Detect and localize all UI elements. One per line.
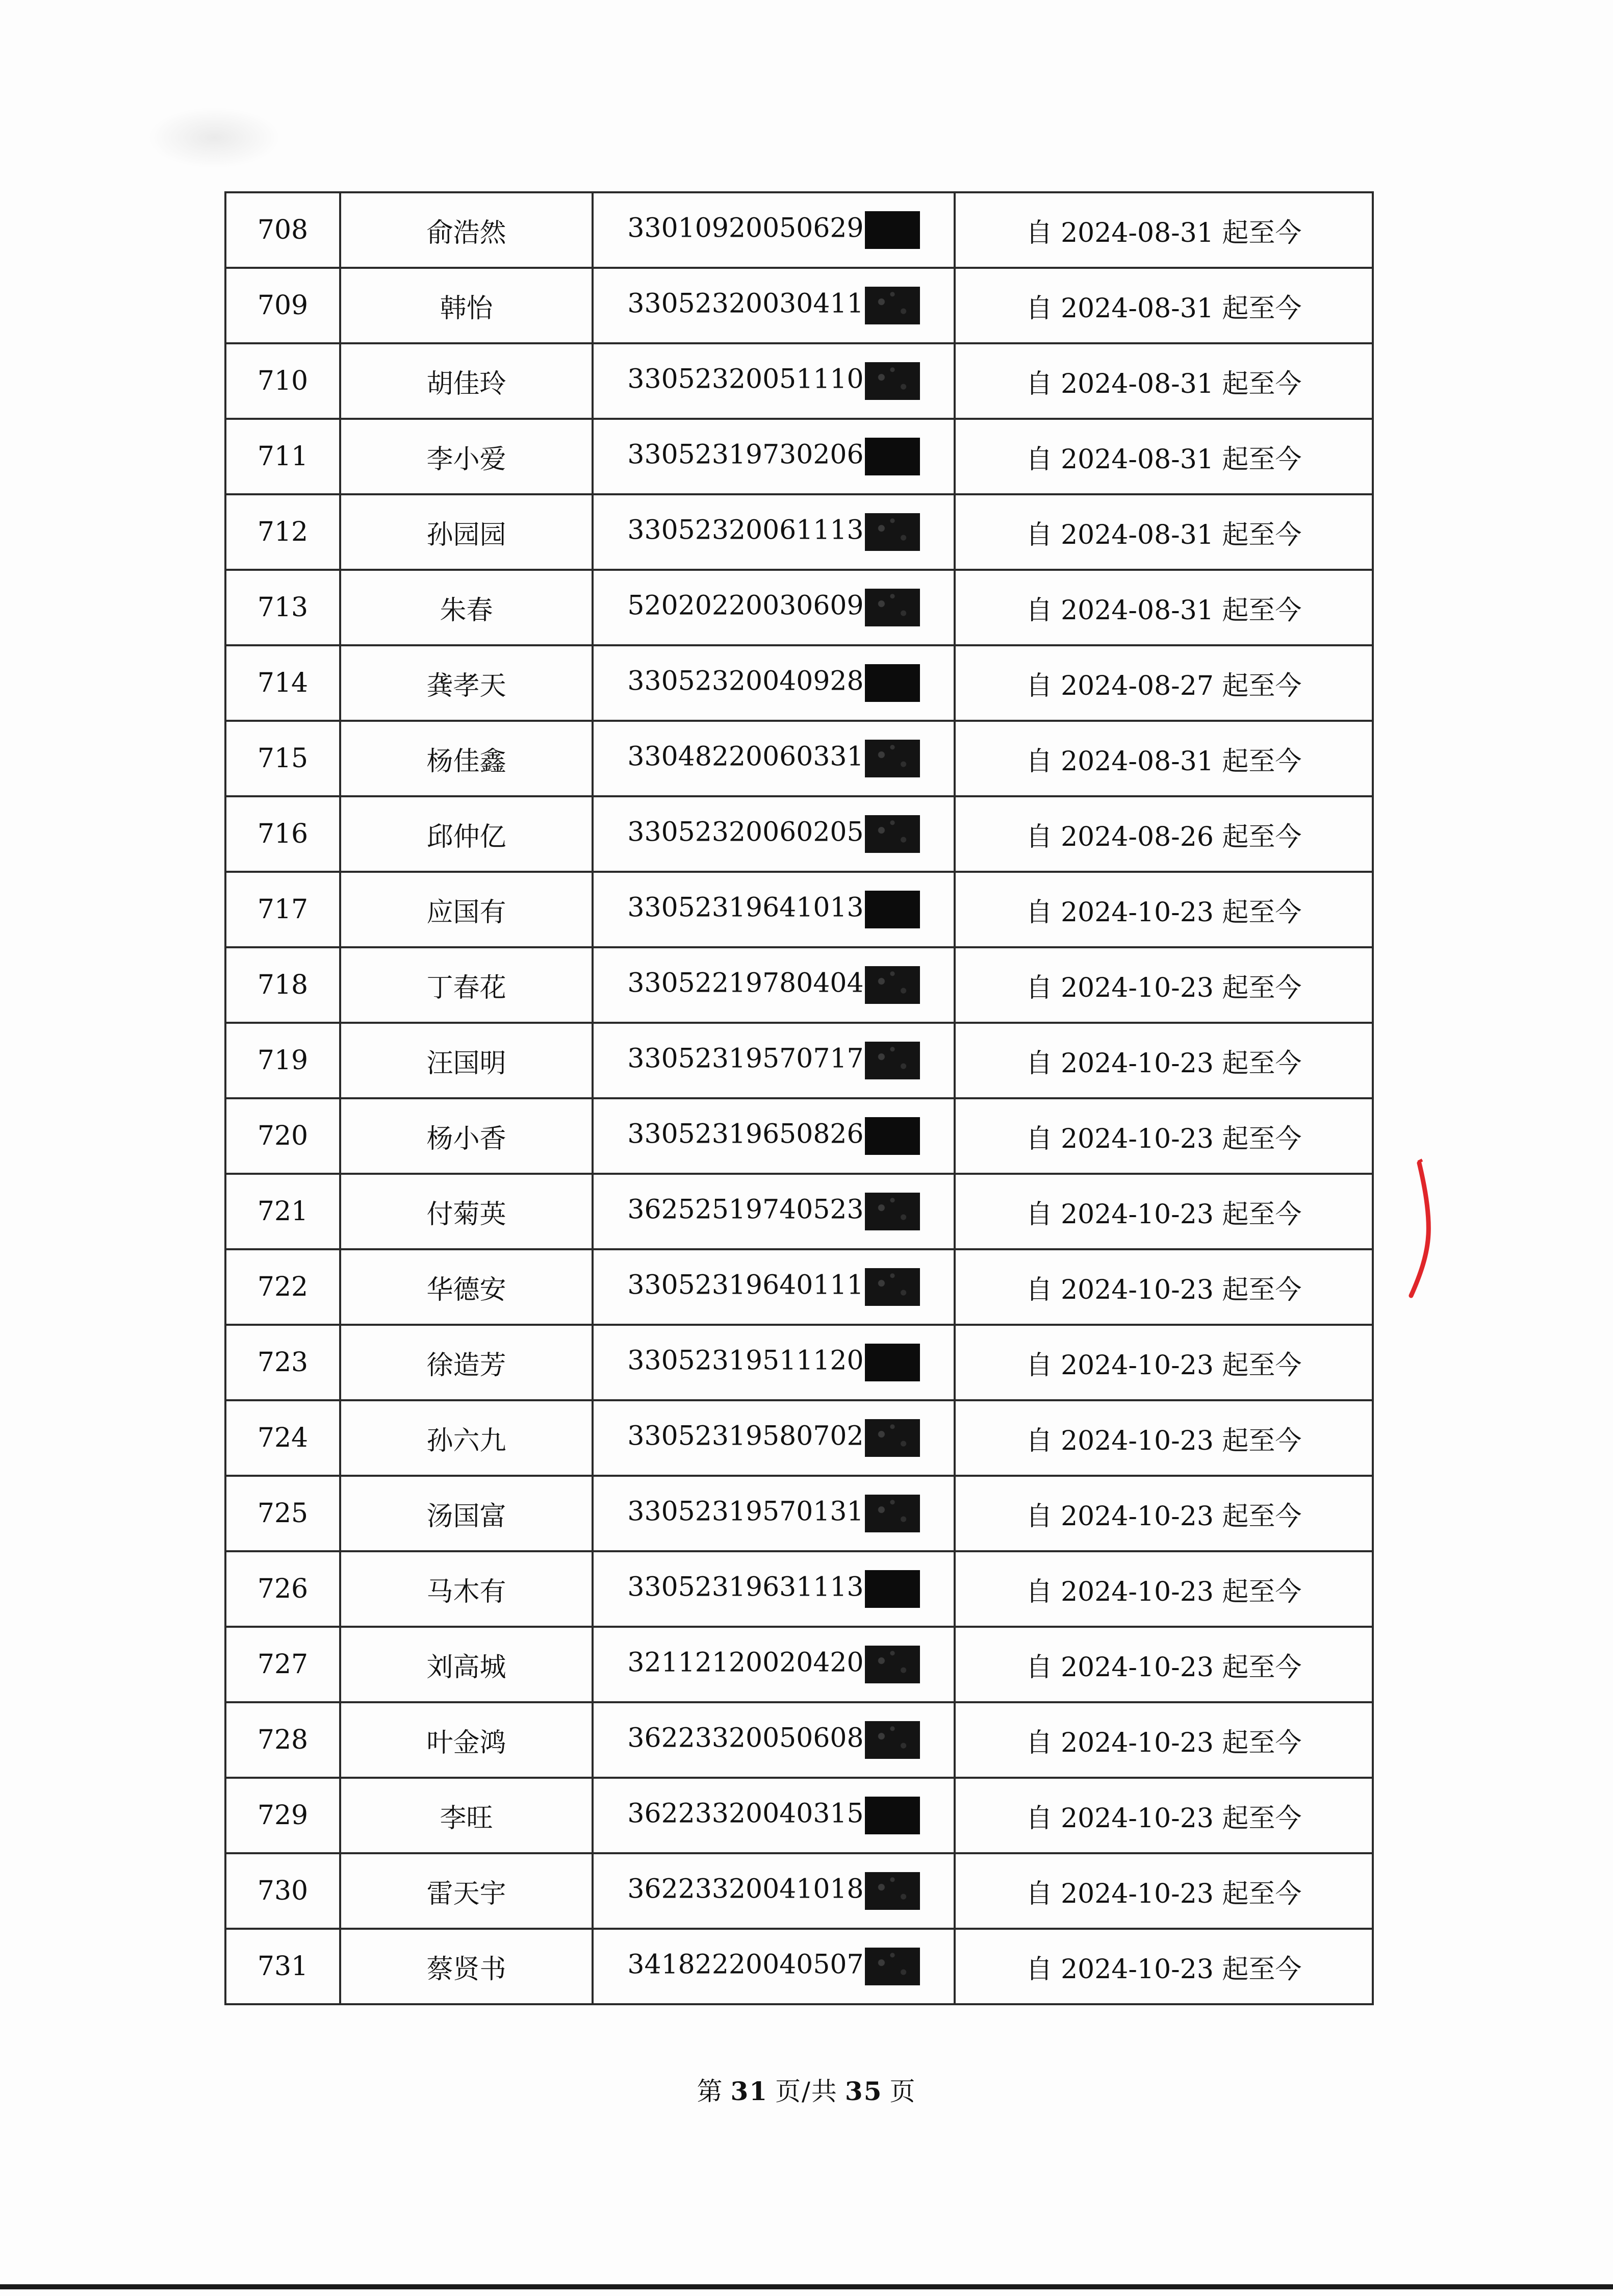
cell-number xyxy=(225,645,340,721)
redaction-block xyxy=(865,815,920,853)
table-row xyxy=(225,1023,1373,1098)
table-row xyxy=(225,1249,1373,1325)
cell-period xyxy=(955,192,1373,268)
scan-bottom-edge xyxy=(0,2284,1613,2289)
cell-name xyxy=(340,192,593,268)
cell-number xyxy=(225,796,340,872)
table-row xyxy=(225,1778,1373,1853)
cell-id-number xyxy=(593,1400,955,1476)
cell-period-text: 自 2024-10-23 起至今 xyxy=(1026,1727,1302,1758)
cell-number-text: 714 xyxy=(257,668,309,698)
cell-period xyxy=(955,1702,1373,1778)
cell-number-text: 709 xyxy=(257,290,309,321)
redaction-block xyxy=(865,1646,920,1683)
table-row xyxy=(225,872,1373,947)
cell-id-number-text: 33010920050629 xyxy=(627,213,864,244)
cell-name xyxy=(340,1627,593,1702)
cell-period xyxy=(955,1778,1373,1853)
redaction-block xyxy=(865,1797,920,1834)
cell-period xyxy=(955,1174,1373,1249)
cell-id-number xyxy=(593,1249,955,1325)
cell-number-text: 708 xyxy=(257,215,309,245)
table-row xyxy=(225,796,1373,872)
cell-period xyxy=(955,1627,1373,1702)
footer-suffix: 页 xyxy=(889,2077,916,2106)
cell-id-number xyxy=(593,872,955,947)
table-row xyxy=(225,268,1373,343)
cell-name-text: 徐造芳 xyxy=(426,1350,506,1381)
cell-id-number-text: 33052319511120 xyxy=(627,1345,864,1376)
cell-id-number xyxy=(593,494,955,570)
redaction-block xyxy=(865,513,920,551)
cell-id-number xyxy=(593,419,955,494)
cell-id-number-text: 36223320040315 xyxy=(627,1798,864,1829)
redaction-block xyxy=(865,438,920,475)
redaction-block xyxy=(865,362,920,400)
cell-id-number xyxy=(593,1853,955,1929)
cell-id-number-text: 32112120020420 xyxy=(627,1647,864,1678)
cell-number xyxy=(225,1702,340,1778)
cell-name xyxy=(340,645,593,721)
cell-period xyxy=(955,494,1373,570)
red-pen-mark xyxy=(1405,1158,1441,1301)
table-row xyxy=(225,192,1373,268)
cell-period-text: 自 2024-10-23 起至今 xyxy=(1026,1425,1302,1456)
cell-id-number-text: 33052319570717 xyxy=(627,1043,864,1074)
cell-id-number xyxy=(593,796,955,872)
table-row xyxy=(225,1929,1373,2004)
cell-number xyxy=(225,1400,340,1476)
cell-name-text: 龚孝天 xyxy=(426,670,506,701)
cell-period-text: 自 2024-08-31 起至今 xyxy=(1026,444,1302,475)
table-row xyxy=(225,1627,1373,1702)
cell-period-text: 自 2024-10-23 起至今 xyxy=(1026,1048,1302,1079)
cell-period-text: 自 2024-10-23 起至今 xyxy=(1026,1274,1302,1305)
cell-name xyxy=(340,1098,593,1174)
cell-number-text: 728 xyxy=(257,1725,309,1755)
cell-number xyxy=(225,268,340,343)
cell-number-text: 720 xyxy=(257,1121,309,1151)
cell-number xyxy=(225,494,340,570)
cell-id-number-text: 33052319631113 xyxy=(627,1572,864,1603)
table-row xyxy=(225,570,1373,645)
cell-number-text: 718 xyxy=(257,970,309,1000)
scan-smudge xyxy=(148,107,280,168)
cell-name xyxy=(340,1476,593,1551)
cell-period xyxy=(955,796,1373,872)
cell-name-text: 胡佳玲 xyxy=(426,368,506,399)
cell-name xyxy=(340,1400,593,1476)
cell-id-number-text: 33048220060331 xyxy=(627,741,864,772)
cell-name-text: 孙园园 xyxy=(426,519,506,550)
cell-period-text: 自 2024-10-23 起至今 xyxy=(1026,1123,1302,1154)
cell-number-text: 722 xyxy=(257,1272,309,1302)
table-row xyxy=(225,1551,1373,1627)
cell-id-number xyxy=(593,645,955,721)
cell-name-text: 邱仲亿 xyxy=(426,821,506,852)
cell-period xyxy=(955,947,1373,1023)
table-row xyxy=(225,1174,1373,1249)
cell-id-number-text: 36223320041018 xyxy=(627,1874,864,1905)
cell-name xyxy=(340,1702,593,1778)
cell-period-text: 自 2024-10-23 起至今 xyxy=(1026,1954,1302,1985)
redaction-block xyxy=(865,1948,920,1985)
cell-number-text: 712 xyxy=(257,517,309,547)
cell-id-number xyxy=(593,1174,955,1249)
cell-name xyxy=(340,419,593,494)
cell-number-text: 719 xyxy=(257,1045,309,1076)
cell-id-number xyxy=(593,1098,955,1174)
cell-name xyxy=(340,570,593,645)
cell-number-text: 717 xyxy=(257,894,309,925)
cell-name xyxy=(340,268,593,343)
cell-name xyxy=(340,1325,593,1400)
cell-name-text: 马木有 xyxy=(426,1576,506,1607)
cell-period-text: 自 2024-10-23 起至今 xyxy=(1026,897,1302,928)
redaction-block xyxy=(865,211,920,249)
redaction-block xyxy=(865,966,920,1004)
cell-number xyxy=(225,419,340,494)
cell-id-number xyxy=(593,1627,955,1702)
redaction-block xyxy=(865,1268,920,1306)
cell-number-text: 729 xyxy=(257,1800,309,1831)
cell-id-number-text: 33052320030411 xyxy=(627,288,864,319)
cell-period xyxy=(955,1929,1373,2004)
cell-name-text: 李旺 xyxy=(440,1803,493,1834)
cell-id-number-text: 33052319580702 xyxy=(627,1421,864,1452)
redaction-block xyxy=(865,287,920,324)
page-footer xyxy=(0,2071,1613,2108)
cell-number-text: 711 xyxy=(257,441,309,472)
cell-id-number-text: 33052319650826 xyxy=(627,1119,864,1150)
cell-number xyxy=(225,192,340,268)
cell-period-text: 自 2024-10-23 起至今 xyxy=(1026,1878,1302,1909)
cell-period xyxy=(955,1023,1373,1098)
cell-period xyxy=(955,570,1373,645)
footer-prefix: 第 xyxy=(697,2077,724,2106)
cell-id-number-text: 52020220030609 xyxy=(627,590,864,621)
cell-name-text: 应国有 xyxy=(426,897,506,928)
cell-name-text: 杨佳鑫 xyxy=(426,746,506,777)
cell-id-number-text: 33052219780404 xyxy=(627,968,864,999)
cell-period-text: 自 2024-10-23 起至今 xyxy=(1026,1576,1302,1607)
cell-id-number xyxy=(593,1551,955,1627)
roster-table-body xyxy=(225,192,1373,2004)
cell-number-text: 727 xyxy=(257,1649,309,1680)
redaction-block xyxy=(865,740,920,777)
cell-period-text: 自 2024-10-23 起至今 xyxy=(1026,1803,1302,1834)
footer-page-number: 31 xyxy=(730,2076,769,2106)
cell-number xyxy=(225,947,340,1023)
cell-number-text: 715 xyxy=(257,743,309,774)
table-row xyxy=(225,1325,1373,1400)
cell-period xyxy=(955,419,1373,494)
cell-number xyxy=(225,1627,340,1702)
redaction-block xyxy=(865,1721,920,1759)
cell-period-text: 自 2024-08-31 起至今 xyxy=(1026,293,1302,324)
table-row xyxy=(225,947,1373,1023)
cell-period-text: 自 2024-08-31 起至今 xyxy=(1026,217,1302,248)
cell-period-text: 自 2024-08-27 起至今 xyxy=(1026,670,1302,701)
cell-period xyxy=(955,1098,1373,1174)
cell-id-number-text: 33052319641013 xyxy=(627,892,864,923)
cell-period xyxy=(955,268,1373,343)
cell-id-number xyxy=(593,192,955,268)
cell-name xyxy=(340,1853,593,1929)
cell-number xyxy=(225,570,340,645)
table-row xyxy=(225,1702,1373,1778)
cell-number-text: 716 xyxy=(257,819,309,849)
cell-number xyxy=(225,1023,340,1098)
roster-table xyxy=(224,191,1374,2005)
redaction-block xyxy=(865,1495,920,1532)
cell-name xyxy=(340,1249,593,1325)
cell-number-text: 710 xyxy=(257,366,309,396)
table-row xyxy=(225,1400,1373,1476)
cell-id-number xyxy=(593,570,955,645)
cell-number-text: 726 xyxy=(257,1574,309,1604)
cell-number-text: 723 xyxy=(257,1347,309,1378)
table-row xyxy=(225,1476,1373,1551)
cell-id-number xyxy=(593,268,955,343)
table-row xyxy=(225,721,1373,796)
cell-period-text: 自 2024-08-31 起至今 xyxy=(1026,595,1302,626)
cell-id-number-text: 33052319640111 xyxy=(627,1270,864,1301)
cell-period xyxy=(955,872,1373,947)
cell-number xyxy=(225,872,340,947)
cell-period xyxy=(955,1400,1373,1476)
cell-name-text: 蔡贤书 xyxy=(426,1954,506,1985)
cell-name-text: 李小爱 xyxy=(426,444,506,475)
cell-name-text: 付菊英 xyxy=(426,1199,506,1230)
cell-id-number xyxy=(593,343,955,419)
cell-name-text: 汤国富 xyxy=(426,1501,506,1532)
table-row xyxy=(225,1098,1373,1174)
cell-name-text: 刘高城 xyxy=(426,1652,506,1683)
cell-name-text: 叶金鸿 xyxy=(426,1727,506,1758)
cell-id-number-text: 33052320060205 xyxy=(627,817,864,848)
redaction-block xyxy=(865,1344,920,1381)
redaction-block xyxy=(865,1570,920,1608)
cell-name xyxy=(340,1174,593,1249)
table-row xyxy=(225,419,1373,494)
cell-name-text: 韩怡 xyxy=(440,293,493,324)
cell-number xyxy=(225,721,340,796)
cell-period-text: 自 2024-10-23 起至今 xyxy=(1026,1350,1302,1381)
cell-name xyxy=(340,1551,593,1627)
redaction-block xyxy=(865,664,920,702)
redaction-block xyxy=(865,891,920,928)
cell-number xyxy=(225,1929,340,2004)
cell-number xyxy=(225,1174,340,1249)
cell-period-text: 自 2024-08-31 起至今 xyxy=(1026,746,1302,777)
cell-id-number xyxy=(593,1929,955,2004)
cell-number-text: 721 xyxy=(257,1196,309,1227)
cell-name-text: 丁春花 xyxy=(426,972,506,1003)
cell-name xyxy=(340,796,593,872)
table-row xyxy=(225,1853,1373,1929)
cell-number xyxy=(225,1778,340,1853)
cell-id-number-text: 36252519740523 xyxy=(627,1194,864,1225)
cell-id-number-text: 33052320040928 xyxy=(627,666,864,697)
cell-period xyxy=(955,1853,1373,1929)
cell-number-text: 725 xyxy=(257,1498,309,1529)
cell-id-number-text: 34182220040507 xyxy=(627,1949,864,1980)
cell-name xyxy=(340,494,593,570)
cell-period xyxy=(955,721,1373,796)
cell-id-number xyxy=(593,1778,955,1853)
cell-number xyxy=(225,343,340,419)
cell-id-number-text: 33052319570131 xyxy=(627,1496,864,1527)
redaction-block xyxy=(865,1042,920,1079)
cell-id-number xyxy=(593,1023,955,1098)
table-row xyxy=(225,494,1373,570)
cell-id-number-text: 33052320051110 xyxy=(627,364,864,395)
cell-id-number xyxy=(593,721,955,796)
cell-period xyxy=(955,1249,1373,1325)
cell-name xyxy=(340,721,593,796)
cell-period xyxy=(955,1551,1373,1627)
cell-number-text: 730 xyxy=(257,1876,309,1906)
table-row xyxy=(225,645,1373,721)
redaction-block xyxy=(865,1872,920,1910)
cell-name-text: 汪国明 xyxy=(426,1048,506,1079)
cell-name xyxy=(340,1778,593,1853)
cell-period-text: 自 2024-08-26 起至今 xyxy=(1026,821,1302,852)
cell-name xyxy=(340,343,593,419)
cell-period xyxy=(955,645,1373,721)
footer-total-pages: 35 xyxy=(844,2076,883,2106)
cell-period xyxy=(955,343,1373,419)
cell-period xyxy=(955,1476,1373,1551)
footer-middle: 页/共 xyxy=(775,2077,838,2106)
cell-name xyxy=(340,872,593,947)
cell-number xyxy=(225,1325,340,1400)
cell-name-text: 华德安 xyxy=(426,1274,506,1305)
cell-number xyxy=(225,1853,340,1929)
cell-id-number-text: 33052320061113 xyxy=(627,515,864,546)
cell-period-text: 自 2024-08-31 起至今 xyxy=(1026,368,1302,399)
cell-number xyxy=(225,1476,340,1551)
cell-period-text: 自 2024-10-23 起至今 xyxy=(1026,1501,1302,1532)
cell-id-number xyxy=(593,1702,955,1778)
cell-id-number-text: 33052319730206 xyxy=(627,439,864,470)
cell-number xyxy=(225,1551,340,1627)
cell-name-text: 雷天宇 xyxy=(426,1878,506,1909)
cell-name xyxy=(340,947,593,1023)
cell-number xyxy=(225,1098,340,1174)
cell-id-number xyxy=(593,1325,955,1400)
table-row xyxy=(225,343,1373,419)
cell-name-text: 孙六九 xyxy=(426,1425,506,1456)
cell-period-text: 自 2024-10-23 起至今 xyxy=(1026,972,1302,1003)
cell-number-text: 713 xyxy=(257,592,309,623)
cell-name-text: 朱春 xyxy=(440,595,493,626)
cell-name xyxy=(340,1929,593,2004)
cell-id-number-text: 36223320050608 xyxy=(627,1723,864,1754)
redaction-block xyxy=(865,1419,920,1457)
cell-number-text: 731 xyxy=(257,1951,309,1982)
redaction-block xyxy=(865,1117,920,1155)
cell-period xyxy=(955,1325,1373,1400)
cell-name-text: 杨小香 xyxy=(426,1123,506,1154)
redaction-block xyxy=(865,589,920,626)
cell-period-text: 自 2024-08-31 起至今 xyxy=(1026,519,1302,550)
cell-name xyxy=(340,1023,593,1098)
cell-number xyxy=(225,1249,340,1325)
cell-period-text: 自 2024-10-23 起至今 xyxy=(1026,1199,1302,1230)
redaction-block xyxy=(865,1193,920,1230)
cell-id-number xyxy=(593,1476,955,1551)
cell-id-number xyxy=(593,947,955,1023)
cell-name-text: 俞浩然 xyxy=(426,217,506,248)
cell-period-text: 自 2024-10-23 起至今 xyxy=(1026,1652,1302,1683)
cell-number-text: 724 xyxy=(257,1423,309,1453)
